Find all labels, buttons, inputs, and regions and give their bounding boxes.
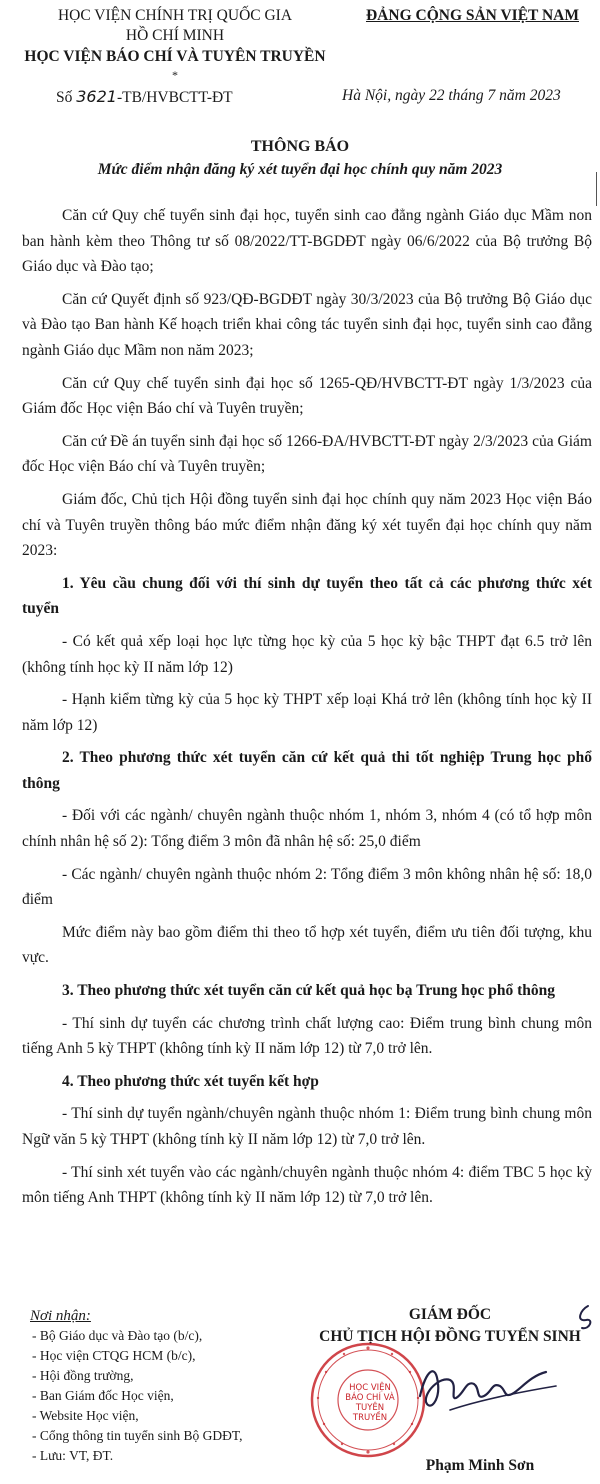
doc-prefix: Số: [56, 89, 77, 106]
document-body: [22, 203, 592, 1218]
recipients-title: Nơi nhận:: [30, 1308, 91, 1324]
paragraph-basis-1: Căn cứ Quy chế tuyển sinh đại học, tuyển sinh cao đẳng ngành Giáo dục Mầm non ban hành kèm theo Thông tư số 08/2022/TT-BGDĐT ngày 06/6/2022 của Bộ trưởng Bộ Giáo dục và Đào tạo;: [22, 207, 592, 276]
recipients-list: [30, 1306, 280, 1466]
doc-suffix: -TB/HVBCTT-ĐT: [116, 89, 233, 106]
paragraph-basis-2: Căn cứ Quyết định số 923/QĐ-BGDĐT ngày 30/3/2023 của Bộ trưởng Bộ Giáo dục và Đào tạo Ban hành Kế hoạch triển khai công tác tuyển sinh đại học, tuyển sinh cao đẳng ngành Giáo dục Mầm non năm 2023;: [22, 290, 592, 359]
signer-role: CHỦ TỊCH HỘI ĐỒNG TUYỂN SINH: [319, 1328, 581, 1345]
bullet-item: - Hạnh kiểm từng kỳ của 5 học kỳ THPT xếp loại Khá trở lên (không tính học kỳ II năm lớp 12): [22, 691, 592, 734]
document-title: THÔNG BÁO: [250, 138, 350, 155]
doc-handwritten-number: 3621: [76, 87, 117, 106]
org-line-2: HỒ CHÍ MINH: [125, 27, 225, 44]
margin-line: [596, 172, 597, 206]
org-line-1: HỌC VIỆN CHÍNH TRỊ QUỐC GIA: [57, 7, 293, 24]
recipient-item: - Cổng thông tin tuyển sinh Bộ GDĐT,: [32, 1428, 243, 1443]
party-name: ĐẢNG CỘNG SẢN VIỆT NAM: [365, 7, 579, 24]
recipient-item: - Lưu: VT, ĐT.: [32, 1448, 114, 1463]
document-subtitle: Mức điểm nhận đăng ký xét tuyển đại học chính quy năm 2023: [97, 161, 503, 178]
bullet-item: - Có kết quả xếp loại học lực từng học kỳ của 5 học kỳ bậc THPT đạt 6.5 trở lên (không tính học kỳ II năm lớp 12): [22, 632, 592, 676]
paragraph-note: Mức điểm này bao gồm điểm thi theo tổ hợp xét tuyển, điểm ưu tiên đối tượng, khu vực.: [22, 923, 592, 967]
signer-name: Phạm Minh Sơn: [425, 1457, 535, 1474]
section-heading-1: 1. Yêu cầu chung đối với thí sinh dự tuyển theo tất cả các phương thức xét tuyển: [22, 574, 592, 618]
section-heading-3: 3. Theo phương thức xét tuyển căn cứ kết quả học bạ Trung học phổ thông: [62, 982, 555, 1000]
paragraph-basis-3: Căn cứ Quy chế tuyển sinh đại học số 1265-QĐ/HVBCTT-ĐT ngày 1/3/2023 của Giám đốc Học viện Báo chí và Tuyên truyền;: [22, 374, 592, 418]
document-number: [56, 87, 233, 107]
bullet-item: - Thí sinh dự tuyển ngành/chuyên ngành thuộc nhóm 1: Điểm trung bình chung môn Ngữ văn 5 kỳ THPT (không tính kỳ II năm lớp 12) từ 7,0 trở lên.: [22, 1105, 592, 1148]
section-heading-4: 4. Theo phương thức xét tuyển kết hợp: [62, 1072, 319, 1090]
recipient-item: - Bộ Giáo dục và Đào tạo (b/c),: [32, 1328, 203, 1343]
recipient-item: - Hội đồng trường,: [32, 1368, 134, 1383]
bullet-item: - Thí sinh dự tuyển các chương trình chất lượng cao: Điểm trung bình chung môn tiếng Anh 5 kỳ THPT (không tính kỳ II năm lớp 12) từ 7,0 trở lên.: [22, 1014, 592, 1058]
paragraph-announcement: Giám đốc, Chủ tịch Hội đồng tuyển sinh đại học chính quy năm 2023 Học viện Báo chí và Tuyên truyền thông báo mức điểm nhận đăng ký xét tuyển đại học chính quy năm 2023:: [22, 490, 592, 560]
recipient-item: - Học viện CTQG HCM (b/c),: [32, 1348, 196, 1363]
recipient-item: - Website Học viện,: [32, 1408, 139, 1423]
recipient-item: - Ban Giám đốc Học viện,: [32, 1388, 174, 1403]
org-line-3: HỌC VIỆN BÁO CHÍ VÀ TUYÊN TRUYỀN: [24, 48, 326, 65]
issuing-organization: [10, 6, 340, 82]
bullet-item: - Đối với các ngành/ chuyên ngành thuộc nhóm 1, nhóm 3, nhóm 4 (có tổ hợp môn chính nhân hệ số 2): Tổng điểm 3 môn đã nhân hệ số: 25,0 điểm: [22, 807, 592, 851]
place-date: Hà Nội, ngày 22 tháng 7 năm 2023: [342, 87, 561, 104]
seal-center-text: HỌC VIỆN BÁO CHÍ VÀ TUYÊN TRUYỀN: [345, 1383, 395, 1423]
signer-title: GIÁM ĐỐC: [408, 1306, 492, 1323]
section-heading-2: 2. Theo phương thức xét tuyển căn cứ kết quả thi tốt nghiệp Trung học phổ thông: [22, 749, 592, 792]
header-star: *: [172, 68, 178, 82]
bullet-item: - Thí sinh xét tuyển vào các ngành/chuyên ngành thuộc nhóm 4: điểm TBC 5 học kỳ môn tiếng Anh THPT (không tính kỳ II năm lớp 12) từ 7,0 trở lên.: [22, 1163, 592, 1207]
handwritten-signature-icon: [380, 1300, 600, 1460]
party-header: [350, 6, 595, 26]
paragraph-basis-4: Căn cứ Đề án tuyển sinh đại học số 1266-ĐA/HVBCTT-ĐT ngày 2/3/2023 của Giám đốc Học viện Báo chí và Tuyên truyền;: [22, 432, 592, 476]
bullet-item: - Các ngành/ chuyên ngành thuộc nhóm 2: Tổng điểm 3 môn không nhân hệ số: 18,0 điểm: [22, 865, 592, 909]
